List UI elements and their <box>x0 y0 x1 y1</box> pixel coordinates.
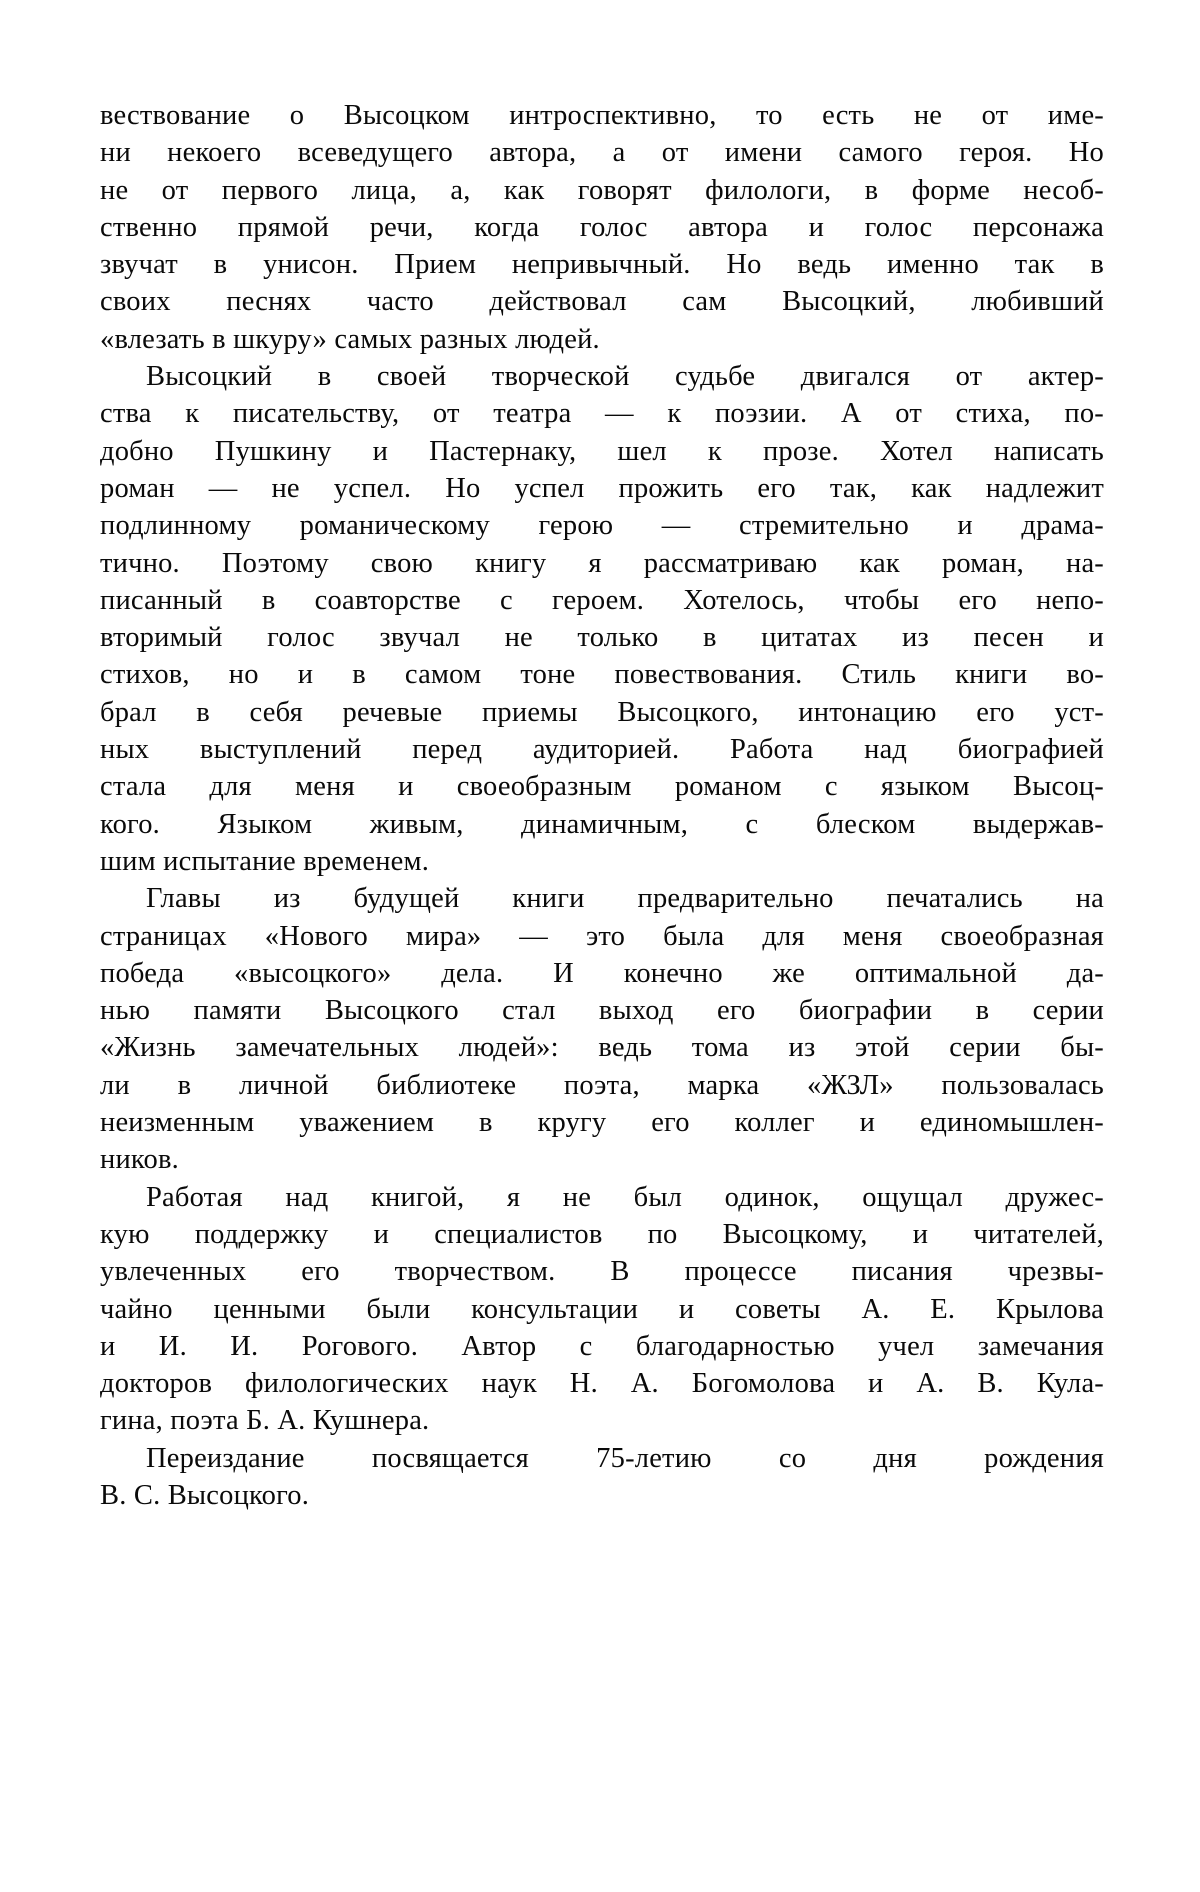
text-line: ников. <box>100 1144 179 1176</box>
text-line: кого. Языком живым, динамичным, с блеском выдержав- <box>100 808 1104 840</box>
text-line: увлеченных его творчеством. В процессе писания чрезвы- <box>100 1256 1104 1288</box>
text-line: нью памяти Высоцкого стал выход его биографии в серии <box>100 995 1104 1027</box>
text-line: брал в себя речевые приемы Высоцкого, интонацию его уст- <box>100 696 1104 728</box>
paragraph <box>100 97 1104 358</box>
text-line: вествование о Высоцком интроспективно, то есть не от име- <box>100 100 1104 131</box>
text-line: неизменным уважением в кругу его коллег и единомышлен- <box>100 1107 1104 1139</box>
text-line: роман — не успел. Но успел прожить его так, как надлежит <box>100 472 1104 504</box>
text-line: своих песнях часто действовал сам Высоцкий, любивший <box>100 286 1104 318</box>
text-line: страницах «Нового мира» — это была для меня своеобразная <box>100 920 1104 952</box>
text-line: не от первого лица, а, как говорят филологи, в форме несоб- <box>100 174 1104 206</box>
text-line: подлинному романическому герою — стремительно и драма- <box>100 510 1104 542</box>
text-line: и И. И. Рогового. Автор с благодарностью учел замечания <box>100 1330 1104 1362</box>
text-line: ных выступлений перед аудиторией. Работа над биографией <box>100 734 1104 766</box>
text-line: чайно ценными были консультации и советы А. Е. Крылова <box>100 1293 1104 1325</box>
text-line: Работая над книгой, я не был одинок, ощущал дружес- <box>146 1181 1104 1213</box>
text-line: ни некоего всеведущего автора, а от имени самого героя. Но <box>100 137 1104 169</box>
text-line: стихов, но и в самом тоне повествования. Стиль книги во- <box>100 659 1104 691</box>
text-line: ства к писательству, от театра — к поэзии. А от стиха, по- <box>100 398 1104 430</box>
paragraph <box>100 358 1104 880</box>
text-line: добно Пушкину и Пастернаку, шел к прозе. Хотел написать <box>100 435 1104 467</box>
text-line: тично. Поэтому свою книгу я рассматриваю как роман, на- <box>100 547 1104 579</box>
text-line: гина, поэта Б. А. Кушнера. <box>100 1405 430 1437</box>
text-line: писанный в соавторстве с героем. Хотелось, чтобы его непо- <box>100 584 1104 616</box>
text-line: Главы из будущей книги предварительно печатались на <box>146 883 1104 915</box>
text-line: вторимый голос звучал не только в цитатах из песен и <box>100 622 1104 654</box>
text-line: Высоцкий в своей творческой судьбе двигался от актер- <box>146 361 1104 393</box>
text-line: ственно прямой речи, когда голос автора и голос персонажа <box>100 211 1104 243</box>
paragraph <box>100 1179 1104 1440</box>
paragraph <box>100 1440 1104 1515</box>
text-line: кую поддержку и специалистов по Высоцкому, и читателей, <box>100 1218 1104 1250</box>
text-line: ли в личной библиотеке поэта, марка «ЖЗЛ» пользовалась <box>100 1069 1104 1101</box>
paragraph <box>100 880 1104 1178</box>
text-line: В. С. Высоцкого. <box>100 1479 310 1511</box>
text-line: Переиздание посвящается 75-летию со дня рождения <box>146 1442 1104 1474</box>
text-line: «Жизнь замечательных людей»: ведь тома из этой серии бы- <box>100 1032 1104 1064</box>
text-line: докторов филологических наук Н. А. Богомолова и А. В. Кула- <box>100 1368 1104 1400</box>
page-text-block <box>100 97 1104 1514</box>
text-line: звучат в унисон. Прием непривычный. Но ведь именно так в <box>100 249 1104 281</box>
text-line: шим испытание временем. <box>100 845 430 877</box>
text-line: победа «высоцкого» дела. И конечно же оптимальной да- <box>100 957 1104 989</box>
text-line: стала для меня и своеобразным романом с языком Высоц- <box>100 771 1104 803</box>
text-line: «влезать в шкуру» самых разных людей. <box>100 323 600 355</box>
